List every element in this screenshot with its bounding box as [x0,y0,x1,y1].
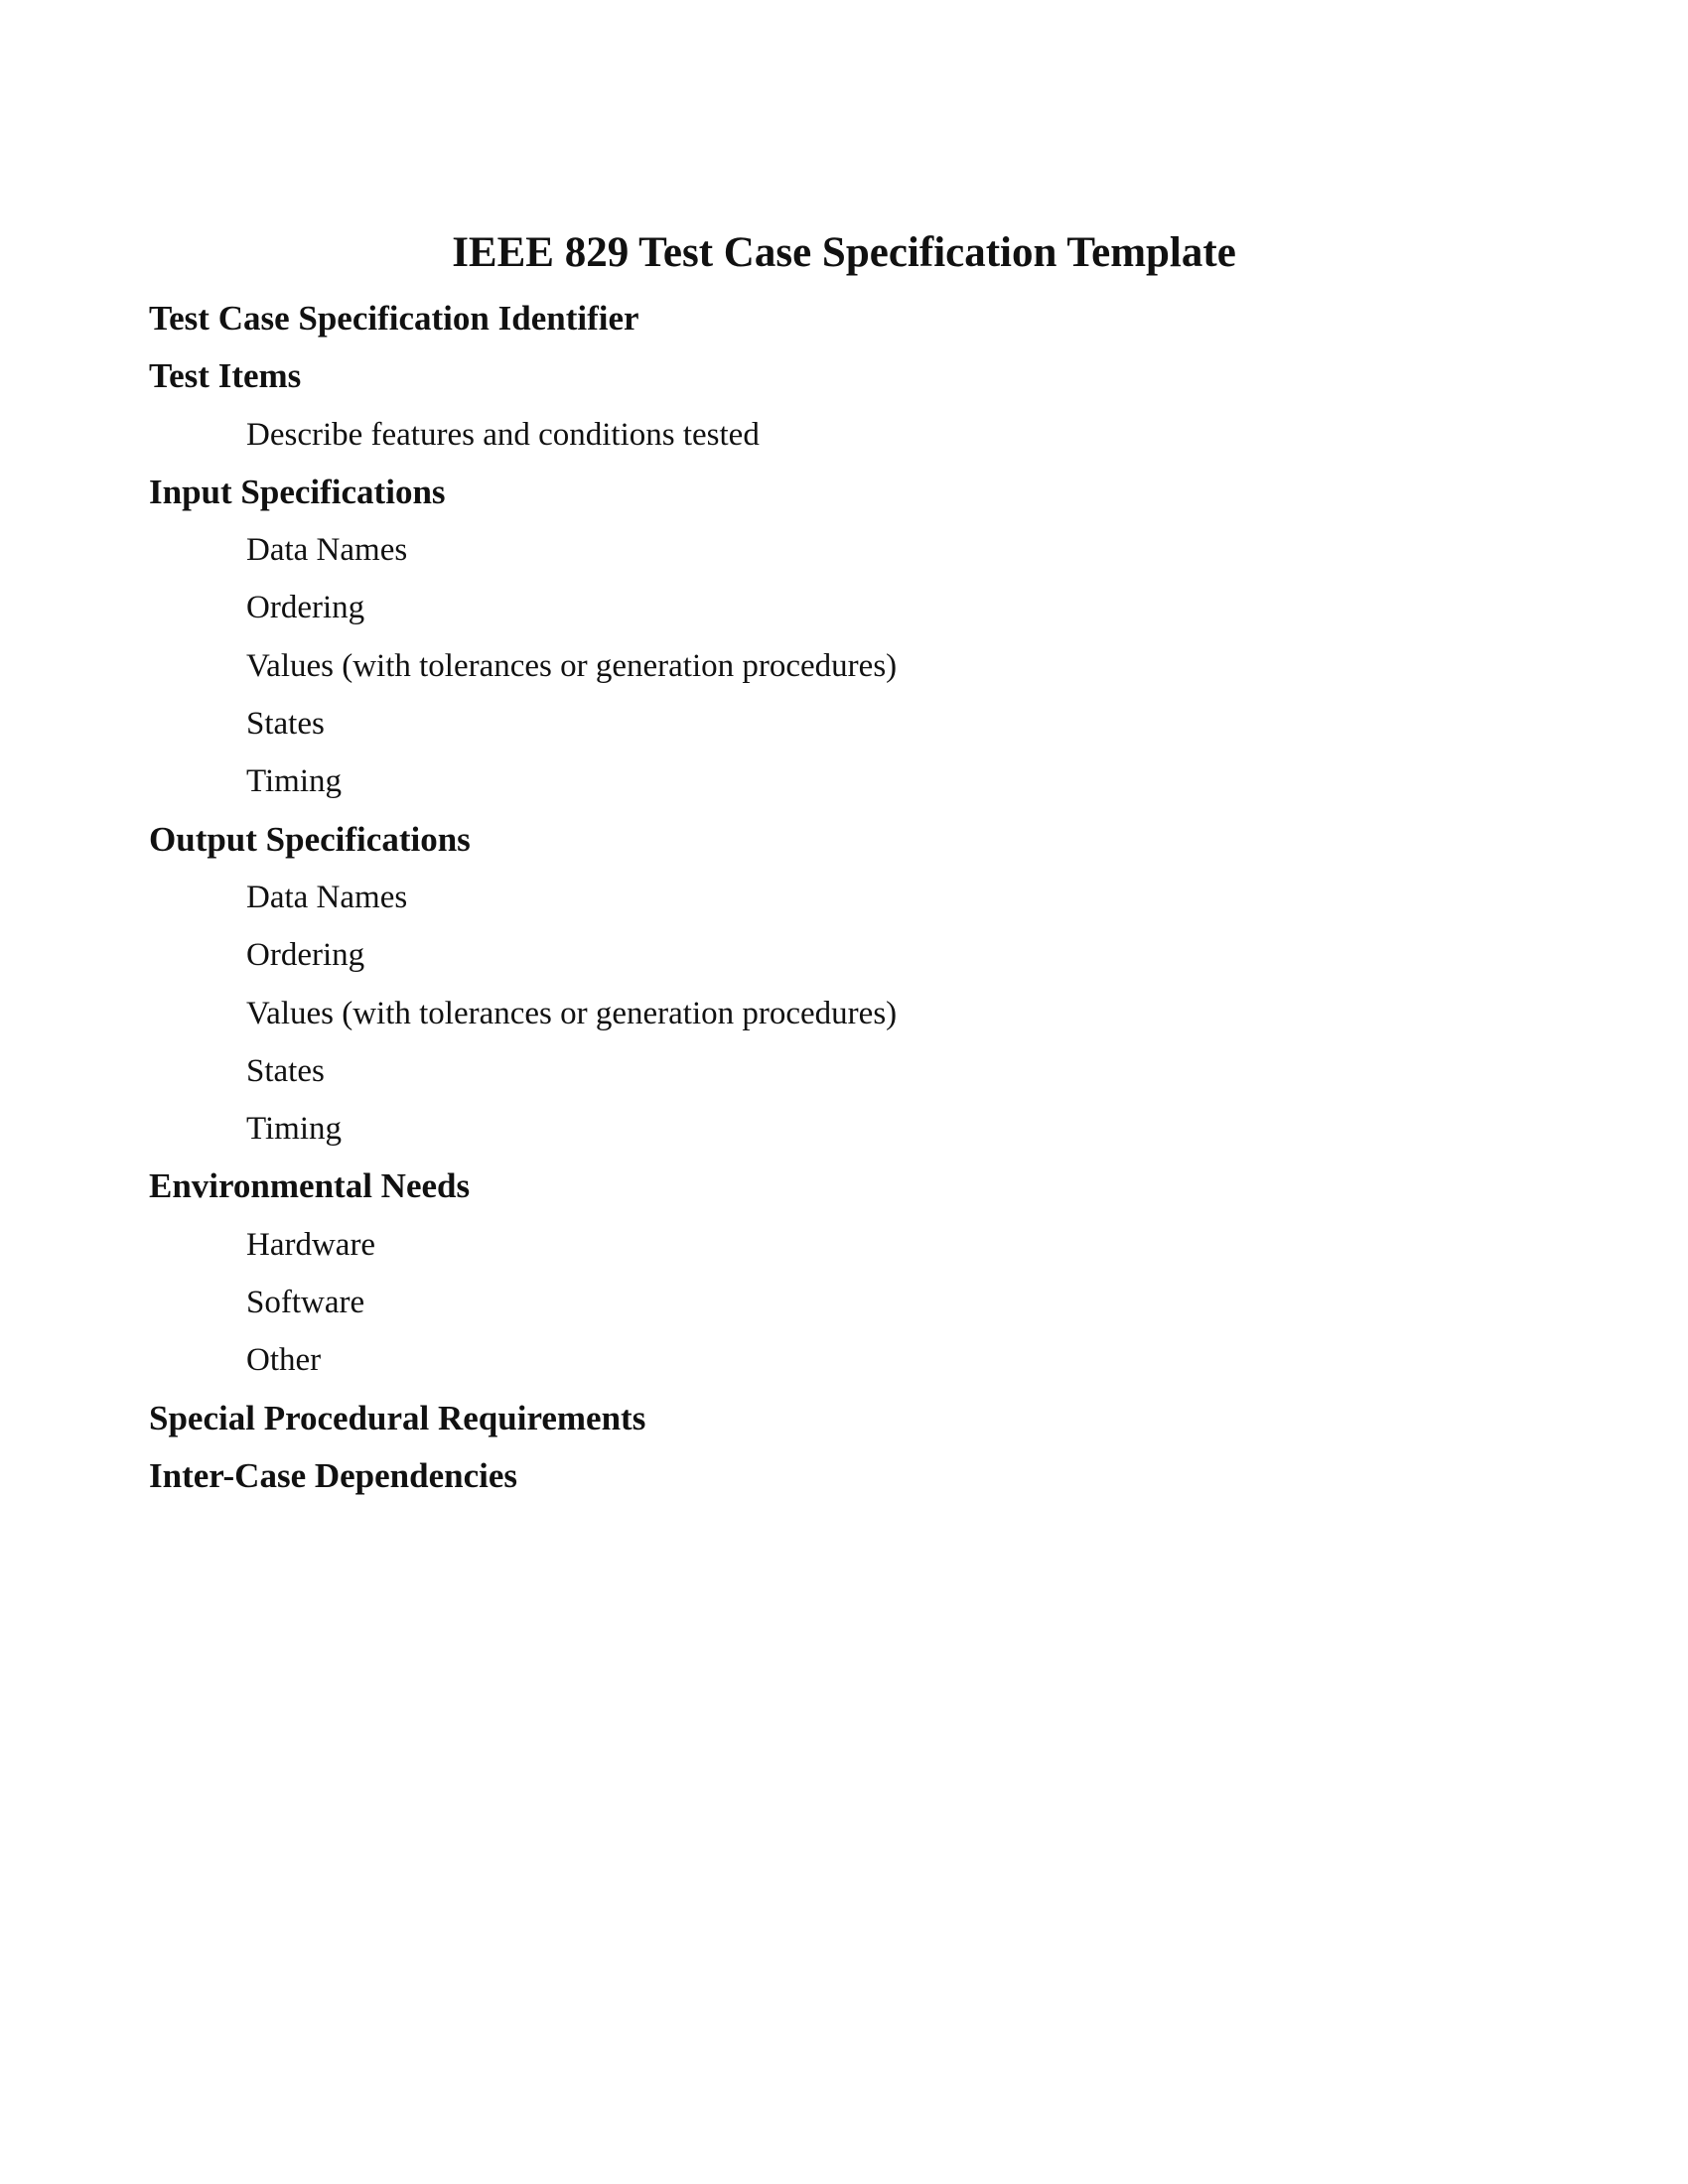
page-title: IEEE 829 Test Case Specification Template [452,229,1236,276]
list-item: Ordering [246,937,365,974]
list-item: Ordering [246,590,365,626]
section-heading-identifier: Test Case Specification Identifier [149,299,639,338]
section-heading-inter-case-dependencies: Inter-Case Dependencies [149,1455,518,1495]
list-item: States [246,1052,325,1089]
list-item: Data Names [246,879,408,915]
list-item: Data Names [246,532,408,569]
list-item: Describe features and conditions tested [246,416,760,453]
list-item: Timing [246,1111,343,1148]
section-heading-test-items: Test Items [149,356,302,396]
list-item: Values (with tolerances or generation procedures) [246,647,898,684]
section-heading-special-procedural-requirements: Special Procedural Requirements [149,1398,646,1437]
section-heading-environmental-needs: Environmental Needs [149,1166,471,1206]
list-item: Hardware [246,1226,376,1263]
section-heading-output-specifications: Output Specifications [149,819,471,859]
list-item: Timing [246,763,343,800]
outline [149,290,1539,1505]
list-item: States [246,706,325,743]
section-heading-input-specifications: Input Specifications [149,472,446,511]
list-item: Other [246,1342,322,1379]
list-item: Software [246,1285,365,1321]
list-item: Values (with tolerances or generation procedures) [246,995,898,1031]
